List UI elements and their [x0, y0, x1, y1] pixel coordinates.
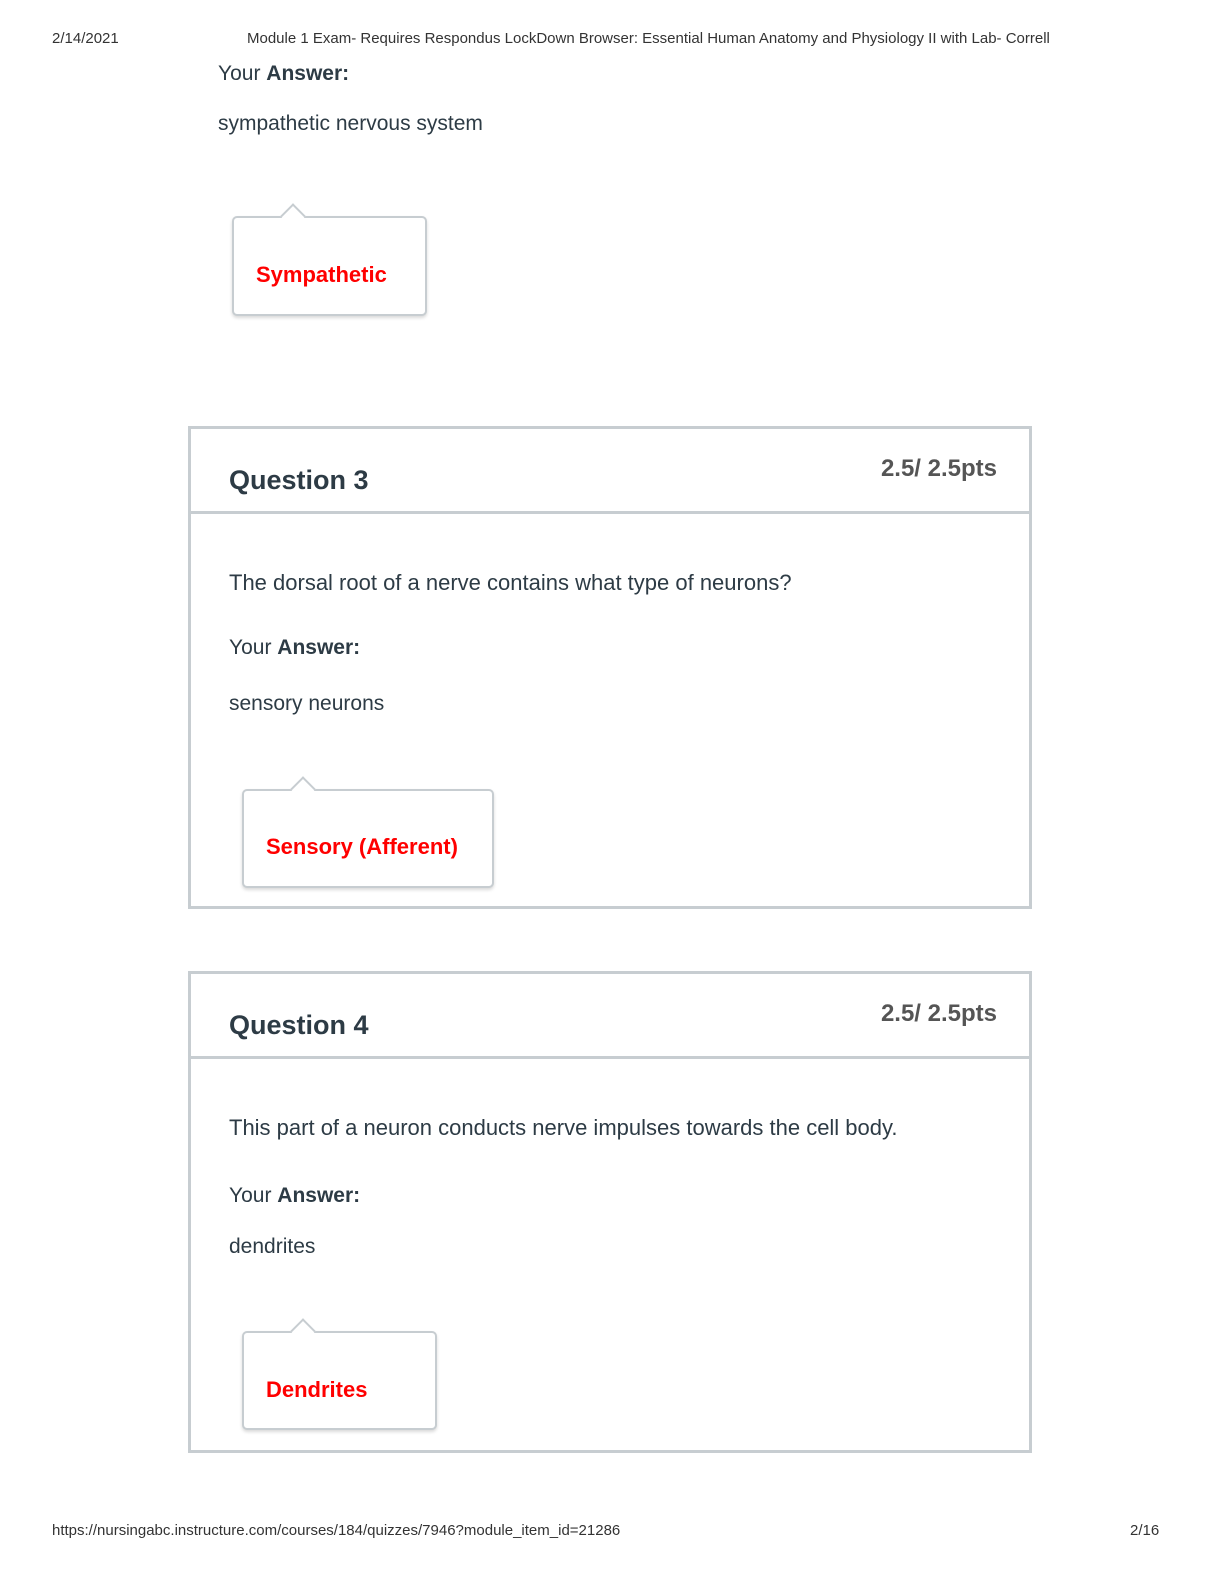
- your-answer-label: [229, 1184, 360, 1208]
- question-title: Question 3: [229, 465, 369, 495]
- question-text: This part of a neuron conducts nerve impulses towards the cell body.: [229, 1115, 898, 1140]
- print-date: 2/14/2021: [52, 30, 119, 47]
- your-answer-label: [229, 636, 360, 660]
- your-answer-label-b: Answer:: [277, 636, 361, 659]
- question-text: The dorsal root of a nerve contains what type of neurons?: [229, 570, 792, 595]
- question-header: [191, 974, 1029, 1059]
- question-title: Question 4: [229, 1010, 369, 1040]
- answer-text: sympathetic nervous system: [218, 112, 483, 135]
- your-answer-label: [218, 62, 1018, 86]
- question-points: 2.5/ 2.5pts: [880, 1000, 997, 1027]
- your-answer-label-b: Answer:: [266, 62, 350, 85]
- print-page-number: 2/16: [1130, 1522, 1160, 1539]
- print-url: https://nursingabc.instructure.com/courses/184/quizzes/7946?module_item_id=21286: [52, 1522, 621, 1539]
- answer-text: dendrites: [229, 1235, 316, 1258]
- answer-comment-text: Sympathetic: [256, 262, 387, 287]
- answer-comment: [242, 1331, 437, 1430]
- your-answer-label-a: Your: [229, 636, 272, 659]
- question-points: 2.5/ 2.5pts: [880, 455, 997, 482]
- print-page-title: Module 1 Exam- Requires Respondus LockDown Browser: Essential Human Anatomy and Physiology II with Lab- Correll: [247, 30, 1050, 47]
- your-answer-label-b: Answer:: [277, 1184, 361, 1207]
- answer-comment: [242, 789, 494, 888]
- comment-caret: [280, 203, 305, 228]
- question-header: [191, 429, 1029, 514]
- your-answer-label-a: Your: [229, 1184, 272, 1207]
- answer-comment-text: Sensory (Afferent): [266, 834, 458, 859]
- answer-comment: [232, 216, 427, 316]
- answer-text: sensory neurons: [229, 692, 385, 715]
- your-answer-label-a: Your: [218, 62, 261, 85]
- previous-question-tail: [218, 62, 1018, 136]
- answer-comment-text: Dendrites: [266, 1377, 368, 1402]
